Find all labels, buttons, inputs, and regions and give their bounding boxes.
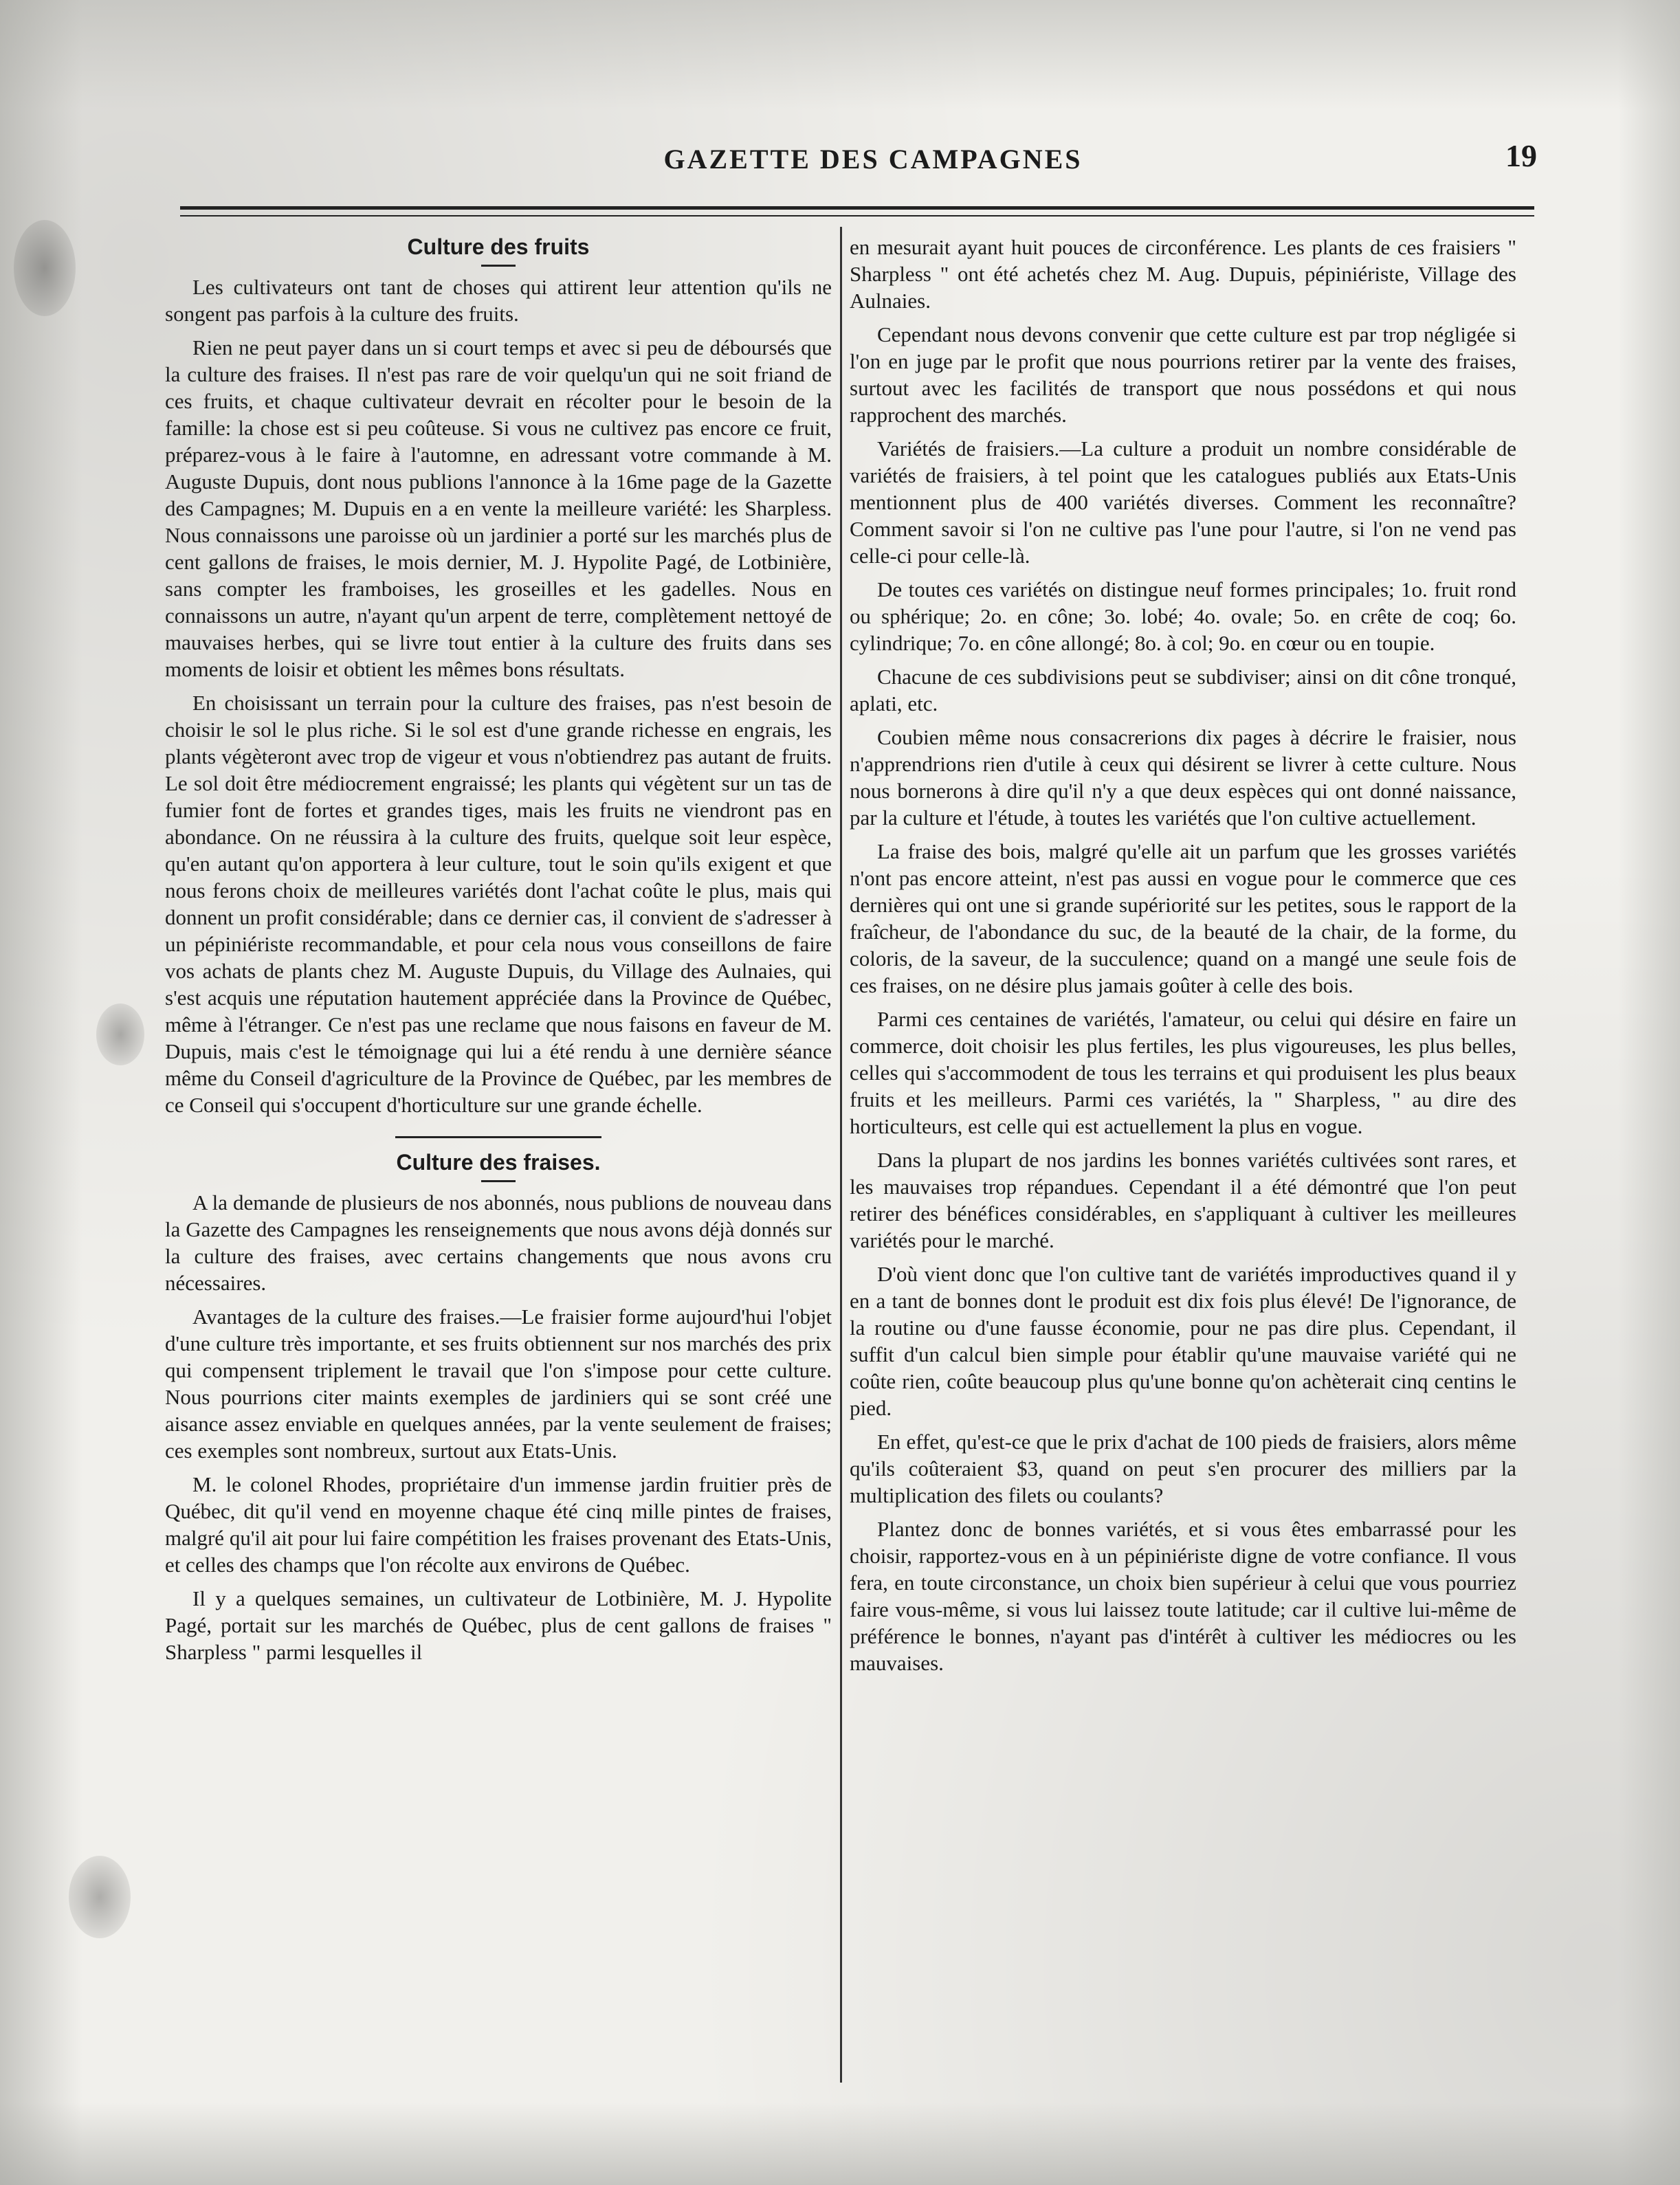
paragraph: Variétés de fraisiers.—La culture a produit un nombre considérable de variétés de fraisiers, à tel point que les catalogues publiés aux Etats-Unis mentionnent plus de 400 variétés diverses. Comment les reconnaître? Comment savoir si l'on ne cultive pas l'une pour l'autre, si l'on ne vend pas celle-ci pour celle-là. bbox=[850, 436, 1516, 568]
paragraph: En choisissant un terrain pour la culture des fraises, pas n'est besoin de choisir le sol le plus riche. Si le sol est d'une grande richesse en engrais, les plants végèteront avec trop de vigeur et vous n'obtiendrez pas autant de fruits. Le sol doit être médiocrement engraissé; les plants qui végètent sur un tas de fumier font de fortes et grandes tiges, mais les fruits ne viendront pas en abondance. On ne réussira à la culture des fruits, quelque soit leur espèce, qu'en autant qu'on apportera à leur culture, tout le soin qu'ils exigent et que nous ferons choix de meilleures variétés dont l'achat coûte le plus, mais qui donnent un profit considérable; dans ce dernier cas, il convient de s'adresser à un pépiniériste recommandable, et pour cela nous vous conseillons de faire vos achats de plants chez M. Auguste Dupuis, du Village des Aulnaies, qui s'est acquis une réputation hautement appréciée dans la Province de Québec, même à l'étranger. Ce n'est pas une reclame que nous faisons en faveur de M. Dupuis, mais c'est le témoignage qui lui a été rendu à une dernière séance même du Conseil d'agriculture de la Province de Québec, par les membres de ce Conseil qui s'occupent d'horticulture sur une grande échelle. bbox=[165, 691, 832, 1117]
header-rule bbox=[180, 206, 1534, 217]
paragraph: Il y a quelques semaines, un cultivateur de Lotbinière, M. J. Hypolite Pagé, portait sur les marchés de Québec, plus de cent gallons de fraises " Sharpless " parmi lesquelles il bbox=[165, 1586, 832, 1664]
paragraph: Avantages de la culture des fraises.—Le fraisier forme aujourd'hui l'objet d'une culture très importante, et ses fruits obtiennent sur nos marchés des prix qui compensent triplement le travail que l'on s'impose pour cette culture. Nous pourrions citer maints exemples de jardiniers qui se sont créé une aisance assez enviable en quelques années, par la vente seulement de fraises; ces exemples sont nombreux, surtout aux Etats-Unis. bbox=[165, 1305, 832, 1463]
paragraph: De toutes ces variétés on distingue neuf formes principales; 1o. fruit rond ou sphérique; 2o. en cône; 3o. lobé; 4o. ovale; 5o. en crête de coq; 6o. cylindrique; 7o. en cône allongé; 8o. à col; 9o. en cœur ou en toupie. bbox=[850, 577, 1516, 655]
column-divider bbox=[840, 227, 842, 2083]
page-number: 19 bbox=[1505, 138, 1537, 173]
paragraph: Rien ne peut payer dans un si court temps et avec si peu de déboursés que la culture des fraises. Il n'est pas rare de voir quelqu'un qui ne soit friand de ces fruits, et chaque cultivateur devrait en récolter pour le besoin de la famille: la chose est si peu coûteuse. Si vous ne cultivez pas encore ce fruit, préparez-vous à le faire à l'automne, en adressant votre commande à M. Auguste Dupuis, dont nous publions l'annonce à la 16me page de la Gazette des Campagnes; M. Dupuis en a en vente la meilleure variété: les Sharpless. Nous connaissons une paroisse où un jardinier a porté sur les marchés plus de cent gallons de fraises, le mois dernier, M. J. Hypolite Pagé, de Lotbinière, sans compter les framboises, les groseilles et les gadelles. Nous en connaissons un autre, n'ayant qu'un arpent de terre, complètement nettoyé de mauvaises herbes, qui se livre tout entier à la culture des fruits dans ses moments de loisir et obtient les mêmes bons résultats. bbox=[165, 335, 832, 681]
paragraph: M. le colonel Rhodes, propriétaire d'un immense jardin fruitier près de Québec, dit qu'il vend en moyenne chaque été cinq mille pintes de fraises, malgré qu'il ait pour lui faire compétition les fraises provenant des Etats-Unis, et celles des champs que l'on récolte aux environs de Québec. bbox=[165, 1472, 832, 1577]
scan-shadow-top bbox=[0, 0, 1680, 110]
ink-smudge bbox=[14, 220, 76, 316]
paragraph: Plantez donc de bonnes variétés, et si vous êtes embarrassé pour les choisir, rapportez-vous en à un pépiniériste digne de votre confiance. Il vous fera, en toute circonstance, un choix bien supérieur à celui que vous pourriez faire vous-même, si vous lui laissez toute latitude; car il cultive lui-même de préférence le bonnes, n'ayant pas d'intérêt à cultiver les médiocres ou les mauvaises. bbox=[850, 1517, 1516, 1675]
paragraph: La fraise des bois, malgré qu'elle ait un parfum que les grosses variétés n'ont pas encore atteint, n'est pas aussi en vogue pour le commerce que ces dernières qui ont une si grande supériorité sur les petites, sous le rapport de la fraîcheur, de l'abondance du suc, de la beauté de la chair, de la forme, du coloris, de la saveur, de la succulence; quand on a mangé une seule fois de ces fraises, on ne désire plus jamais goûter à celle des bois. bbox=[850, 839, 1516, 997]
title-dash bbox=[481, 265, 516, 267]
section-rule bbox=[395, 1136, 601, 1138]
paragraph: A la demande de plusieurs de nos abonnés, nous publions de nouveau dans la Gazette des Campagnes les renseignements que nous avons déjà donnés sur la culture des fraises, avec certains changements que nous avons cru nécessaires. bbox=[165, 1190, 832, 1295]
left-column bbox=[165, 234, 832, 1672]
paragraph: Parmi ces centaines de variétés, l'amateur, ou celui qui désire en faire un commerce, doit choisir les plus fertiles, les plus vigoureuses, les plus belles, celles qui s'accommodent de tous les terrains et qui produisent les plus beaux fruits et les meilleurs. Parmi ces variétés, la " Sharpless, " au dire des horticulteurs, est celle qui est actuellement la plus en vogue. bbox=[850, 1007, 1516, 1138]
paragraph: Les cultivateurs ont tant de choses qui attirent leur attention qu'ils ne songent pas parfois à la culture des fruits. bbox=[165, 275, 832, 326]
running-head: GAZETTE DES CAMPAGNES bbox=[663, 144, 1083, 175]
paragraph: Chacune de ces subdivisions peut se subdiviser; ainsi on dit cône tronqué, aplati, etc. bbox=[850, 665, 1516, 716]
paragraph: En effet, qu'est-ce que le prix d'achat de 100 pieds de fraisiers, alors même qu'ils coûteraient $3, quand on peut s'en procurer des milliers par la multiplication des filets ou coulants? bbox=[850, 1430, 1516, 1507]
paragraph: en mesurait ayant huit pouces de circonférence. Les plants de ces fraisiers " Sharpless " ont été achetés chez M. Aug. Dupuis, pépiniériste, Village des Aulnaies. bbox=[850, 235, 1516, 313]
section-title: Culture des fraises. bbox=[396, 1150, 601, 1175]
right-column bbox=[850, 234, 1516, 1683]
ink-smudge bbox=[96, 1003, 144, 1065]
section-title: Culture des fruits bbox=[407, 234, 590, 259]
ink-smudge bbox=[69, 1856, 131, 1938]
paragraph: Cependant nous devons convenir que cette culture est par trop négligée si l'on en juge par le profit que nous pourrions retirer par la vente des fraises, surtout avec les facilités de transport que nous possédons et qui nous rapprochent des marchés. bbox=[850, 322, 1516, 427]
scan-shadow-right bbox=[1618, 0, 1680, 2185]
scan-shadow-bottom bbox=[0, 2103, 1680, 2185]
title-dash bbox=[481, 1180, 516, 1182]
paragraph: D'où vient donc que l'on cultive tant de variétés improductives quand il y en a tant de bonnes dont le produit est dix fois plus élevé! De l'ignorance, de la routine ou d'une fausse économie, pour ne pas dire plus. Cependant, il suffit d'un calcul bien simple pour établir qu'une mauvaise variété qui ne coûte rien, coûte beaucoup plus qu'une bonne qu'on achèterait cinq centins le pied. bbox=[850, 1262, 1516, 1420]
scan-shadow-left bbox=[0, 0, 82, 2185]
paragraph: Coubien même nous consacrerions dix pages à décrire le fraisier, nous n'apprendrions rien d'utile à ceux qui désirent se livrer à cette culture. Nous nous bornerons à dire qu'il n'y a que deux espèces qui ont donné naissance, par la culture et l'étude, à toutes les variétés que l'on cultive actuellement. bbox=[850, 725, 1516, 830]
paragraph: Dans la plupart de nos jardins les bonnes variétés cultivées sont rares, et les mauvaises trop répandues. Cependant il a été démontré que l'on peut retirer des bénéfices considérables, en s'appliquant à cultiver les meilleures variétés pour le marché. bbox=[850, 1148, 1516, 1252]
